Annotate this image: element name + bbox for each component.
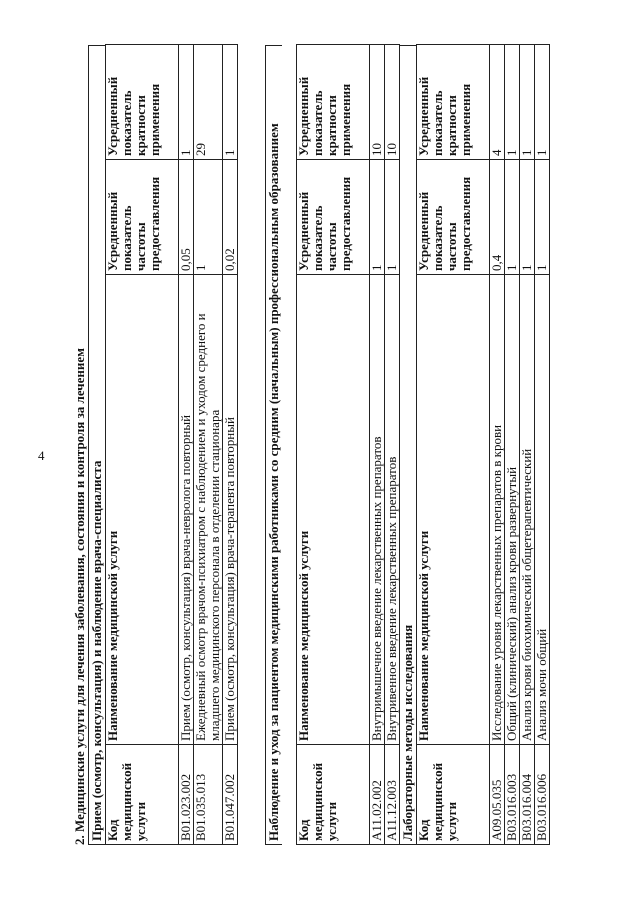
table-row — [505, 45, 520, 845]
services-table — [296, 44, 400, 845]
cell-name: Внутримышечное введение лекарственных препаратов — [370, 275, 385, 745]
header-frequency: Усредненный показатель частоты предоставления — [106, 160, 179, 275]
header-name: Наименование медицинской услуги — [106, 275, 179, 745]
cell-frequency: 0,05 — [179, 160, 194, 275]
cell-frequency: 1 — [370, 160, 385, 275]
cell-frequency: 1 — [520, 160, 535, 275]
header-multiplicity: Усредненный показатель кратности применения — [417, 45, 490, 160]
header-multiplicity: Усредненный показатель кратности применения — [106, 45, 179, 160]
cell-name: Прием (осмотр, консультация) врача-невролога повторный — [179, 275, 194, 745]
cell-code: B03.016.003 — [505, 745, 520, 845]
cell-name: Анализ мочи общий — [535, 275, 550, 745]
table-row — [490, 45, 505, 845]
cell-name: Общий (клинический) анализ крови развернутый — [505, 275, 520, 745]
cell-code: B03.016.006 — [535, 745, 550, 845]
cell-multiplicity: 10 — [370, 45, 385, 160]
cell-code: A09.05.035 — [490, 745, 505, 845]
header-code: Код медицинской услуги — [297, 745, 370, 845]
cell-frequency: 0,02 — [223, 160, 238, 275]
services-table — [105, 44, 238, 845]
table-header-row — [297, 45, 370, 845]
section-title: 2. Медицинские услуги для лечения заболевания, состояния и контроля за лечением — [72, 347, 87, 845]
header-frequency: Усредненный показатель частоты предоставления — [417, 160, 490, 275]
cell-code: A11.12.003 — [385, 745, 400, 845]
rotated-page-content — [72, 25, 552, 845]
cell-name: Исследование уровня лекарственных препаратов в крови — [490, 275, 505, 745]
services-table — [416, 44, 550, 845]
block-title: Наблюдение и уход за пациентом медицинскими работниками со средним (начальным) профессиональным образованием — [265, 45, 282, 845]
table-row — [194, 45, 223, 845]
header-name: Наименование медицинской услуги — [297, 275, 370, 745]
table-row — [385, 45, 400, 845]
cell-frequency: 0,4 — [490, 160, 505, 275]
table-row — [179, 45, 194, 845]
header-code: Код медицинской услуги — [106, 745, 179, 845]
table-row — [223, 45, 238, 845]
cell-frequency: 1 — [505, 160, 520, 275]
cell-name: Прием (осмотр, консультация) врача-терапевта повторный — [223, 275, 238, 745]
cell-frequency: 1 — [194, 160, 223, 275]
table-row — [535, 45, 550, 845]
cell-name: Внутривенное введение лекарственных препаратов — [385, 275, 400, 745]
cell-code: A11.02.002 — [370, 745, 385, 845]
cell-multiplicity: 29 — [194, 45, 223, 160]
header-name: Наименование медицинской услуги — [417, 275, 490, 745]
cell-multiplicity: 1 — [179, 45, 194, 160]
cell-multiplicity: 1 — [223, 45, 238, 160]
header-frequency: Усредненный показатель частоты предоставления — [297, 160, 370, 275]
cell-code: B01.047.002 — [223, 745, 238, 845]
cell-code: B03.016.004 — [520, 745, 535, 845]
block-title: Лабораторные методы исследования — [399, 45, 416, 845]
cell-code: B01.035.013 — [194, 745, 223, 845]
cell-multiplicity: 1 — [505, 45, 520, 160]
cell-multiplicity: 1 — [520, 45, 535, 160]
header-code: Код медицинской услуги — [417, 745, 490, 845]
table-header-row — [417, 45, 490, 845]
table-row — [370, 45, 385, 845]
block-title: Прием (осмотр, консультация) и наблюдение врача-специалиста — [88, 45, 105, 845]
table-row — [520, 45, 535, 845]
cell-multiplicity: 1 — [535, 45, 550, 160]
cell-multiplicity: 4 — [490, 45, 505, 160]
cell-name: Анализ крови биохимический общетерапевтический — [520, 275, 535, 745]
page-number: 4 — [38, 448, 45, 463]
table-header-row — [106, 45, 179, 845]
cell-name: Ежедневный осмотр врачом-психиатром с наблюдением и уходом среднего и младшего медицинского персонала в отделении стационара — [194, 275, 223, 745]
cell-code: B01.023.002 — [179, 745, 194, 845]
cell-multiplicity: 10 — [385, 45, 400, 160]
header-multiplicity: Усредненный показатель кратности применения — [297, 45, 370, 160]
cell-frequency: 1 — [385, 160, 400, 275]
cell-frequency: 1 — [535, 160, 550, 275]
